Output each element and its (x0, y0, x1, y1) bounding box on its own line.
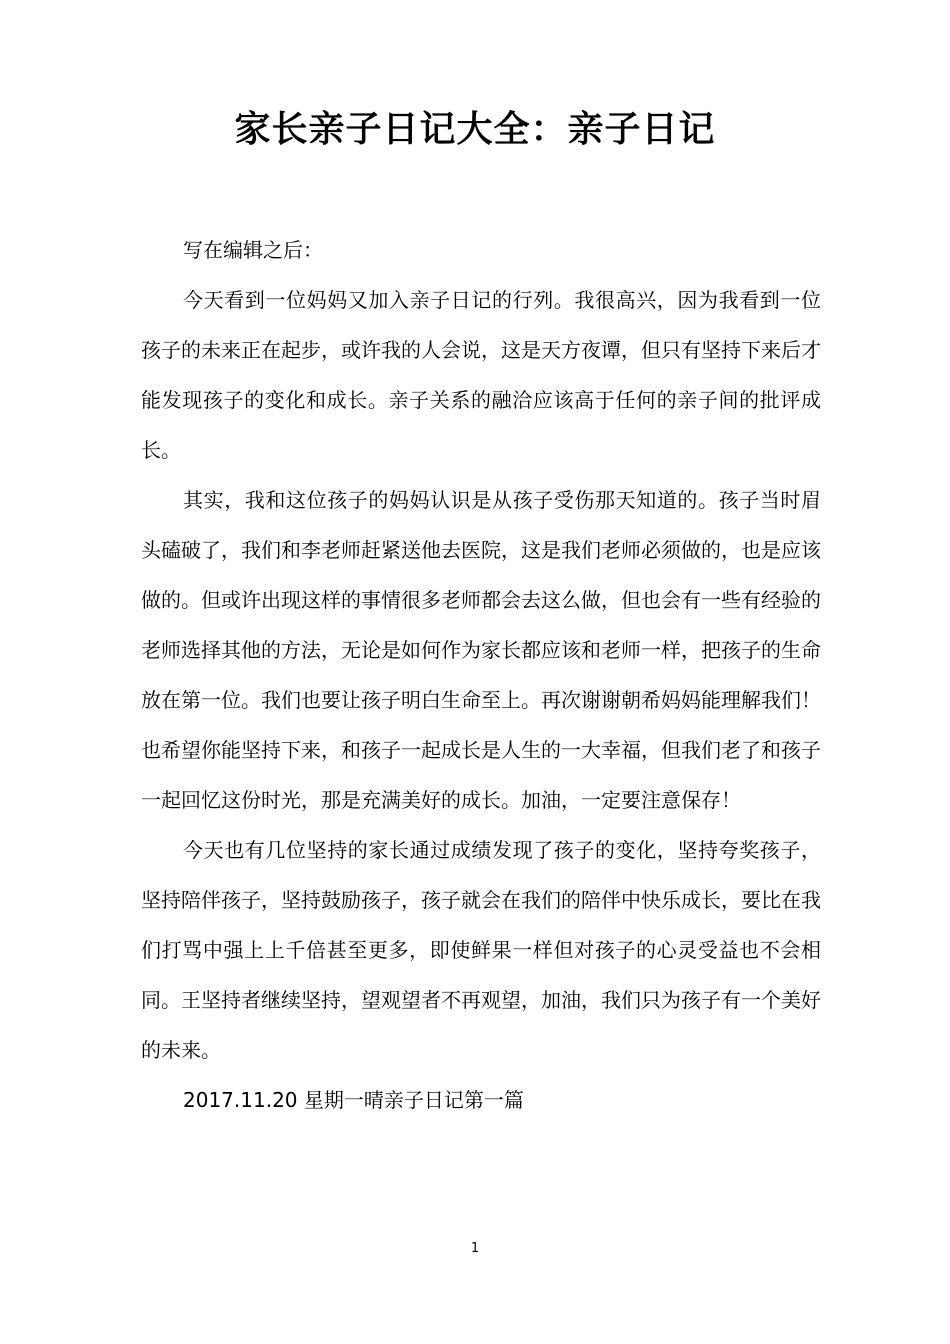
paragraph-editor-note: 写在编辑之后： (183, 238, 323, 262)
paragraph-intro: 今天看到一位妈妈又加入亲子日记的行列。我很高兴，因为我看到一位孩子的未来正在起步，或许我的人会说，这是天方夜谭，但只有坚持下来后才能发现孩子的变化和成长。亲子关系的融洽应该高于任何的亲子间的批评成长。 (141, 288, 821, 462)
document-body (141, 225, 821, 1125)
paragraph-encouragement: 今天也有几位坚持的家长通过成绩发现了孩子的变化，坚持夸奖孩子，坚持陪伴孩子，坚持鼓励孩子，孩子就会在我们的陪伴中快乐成长，要比在我们打骂中强上上千倍甚至更多，即使鲜果一样但对孩子的心灵受益也不会相同。王坚持者继续坚持，望观望者不再观望，加油，我们只为孩子有一个美好的未来。 (141, 838, 821, 1062)
paragraph-diary-date: 2017.11.20 星期一晴亲子日记第一篇 (183, 1088, 524, 1112)
page-number: 1 (470, 1241, 480, 1256)
paragraph-story: 其实，我和这位孩子的妈妈认识是从孩子受伤那天知道的。孩子当时眉头磕破了，我们和李老师赶紧送他去医院，这是我们老师必须做的，也是应该做的。但或许出现这样的事情很多老师都会去这么做，但也会有一些有经验的老师选择其他的方法，无论是如何作为家长都应该和老师一样，把孩子的生命放在第一位。我们也要让孩子明白生命至上。再次谢谢朝希妈妈能理解我们！也希望你能坚持下来，和孩子一起成长是人生的一大幸福，但我们老了和孩子一起回忆这份时光，那是充满美好的成长。加油，一定要注意保存！ (141, 488, 821, 812)
document-title: 家长亲子日记大全：亲子日记 (234, 109, 716, 150)
